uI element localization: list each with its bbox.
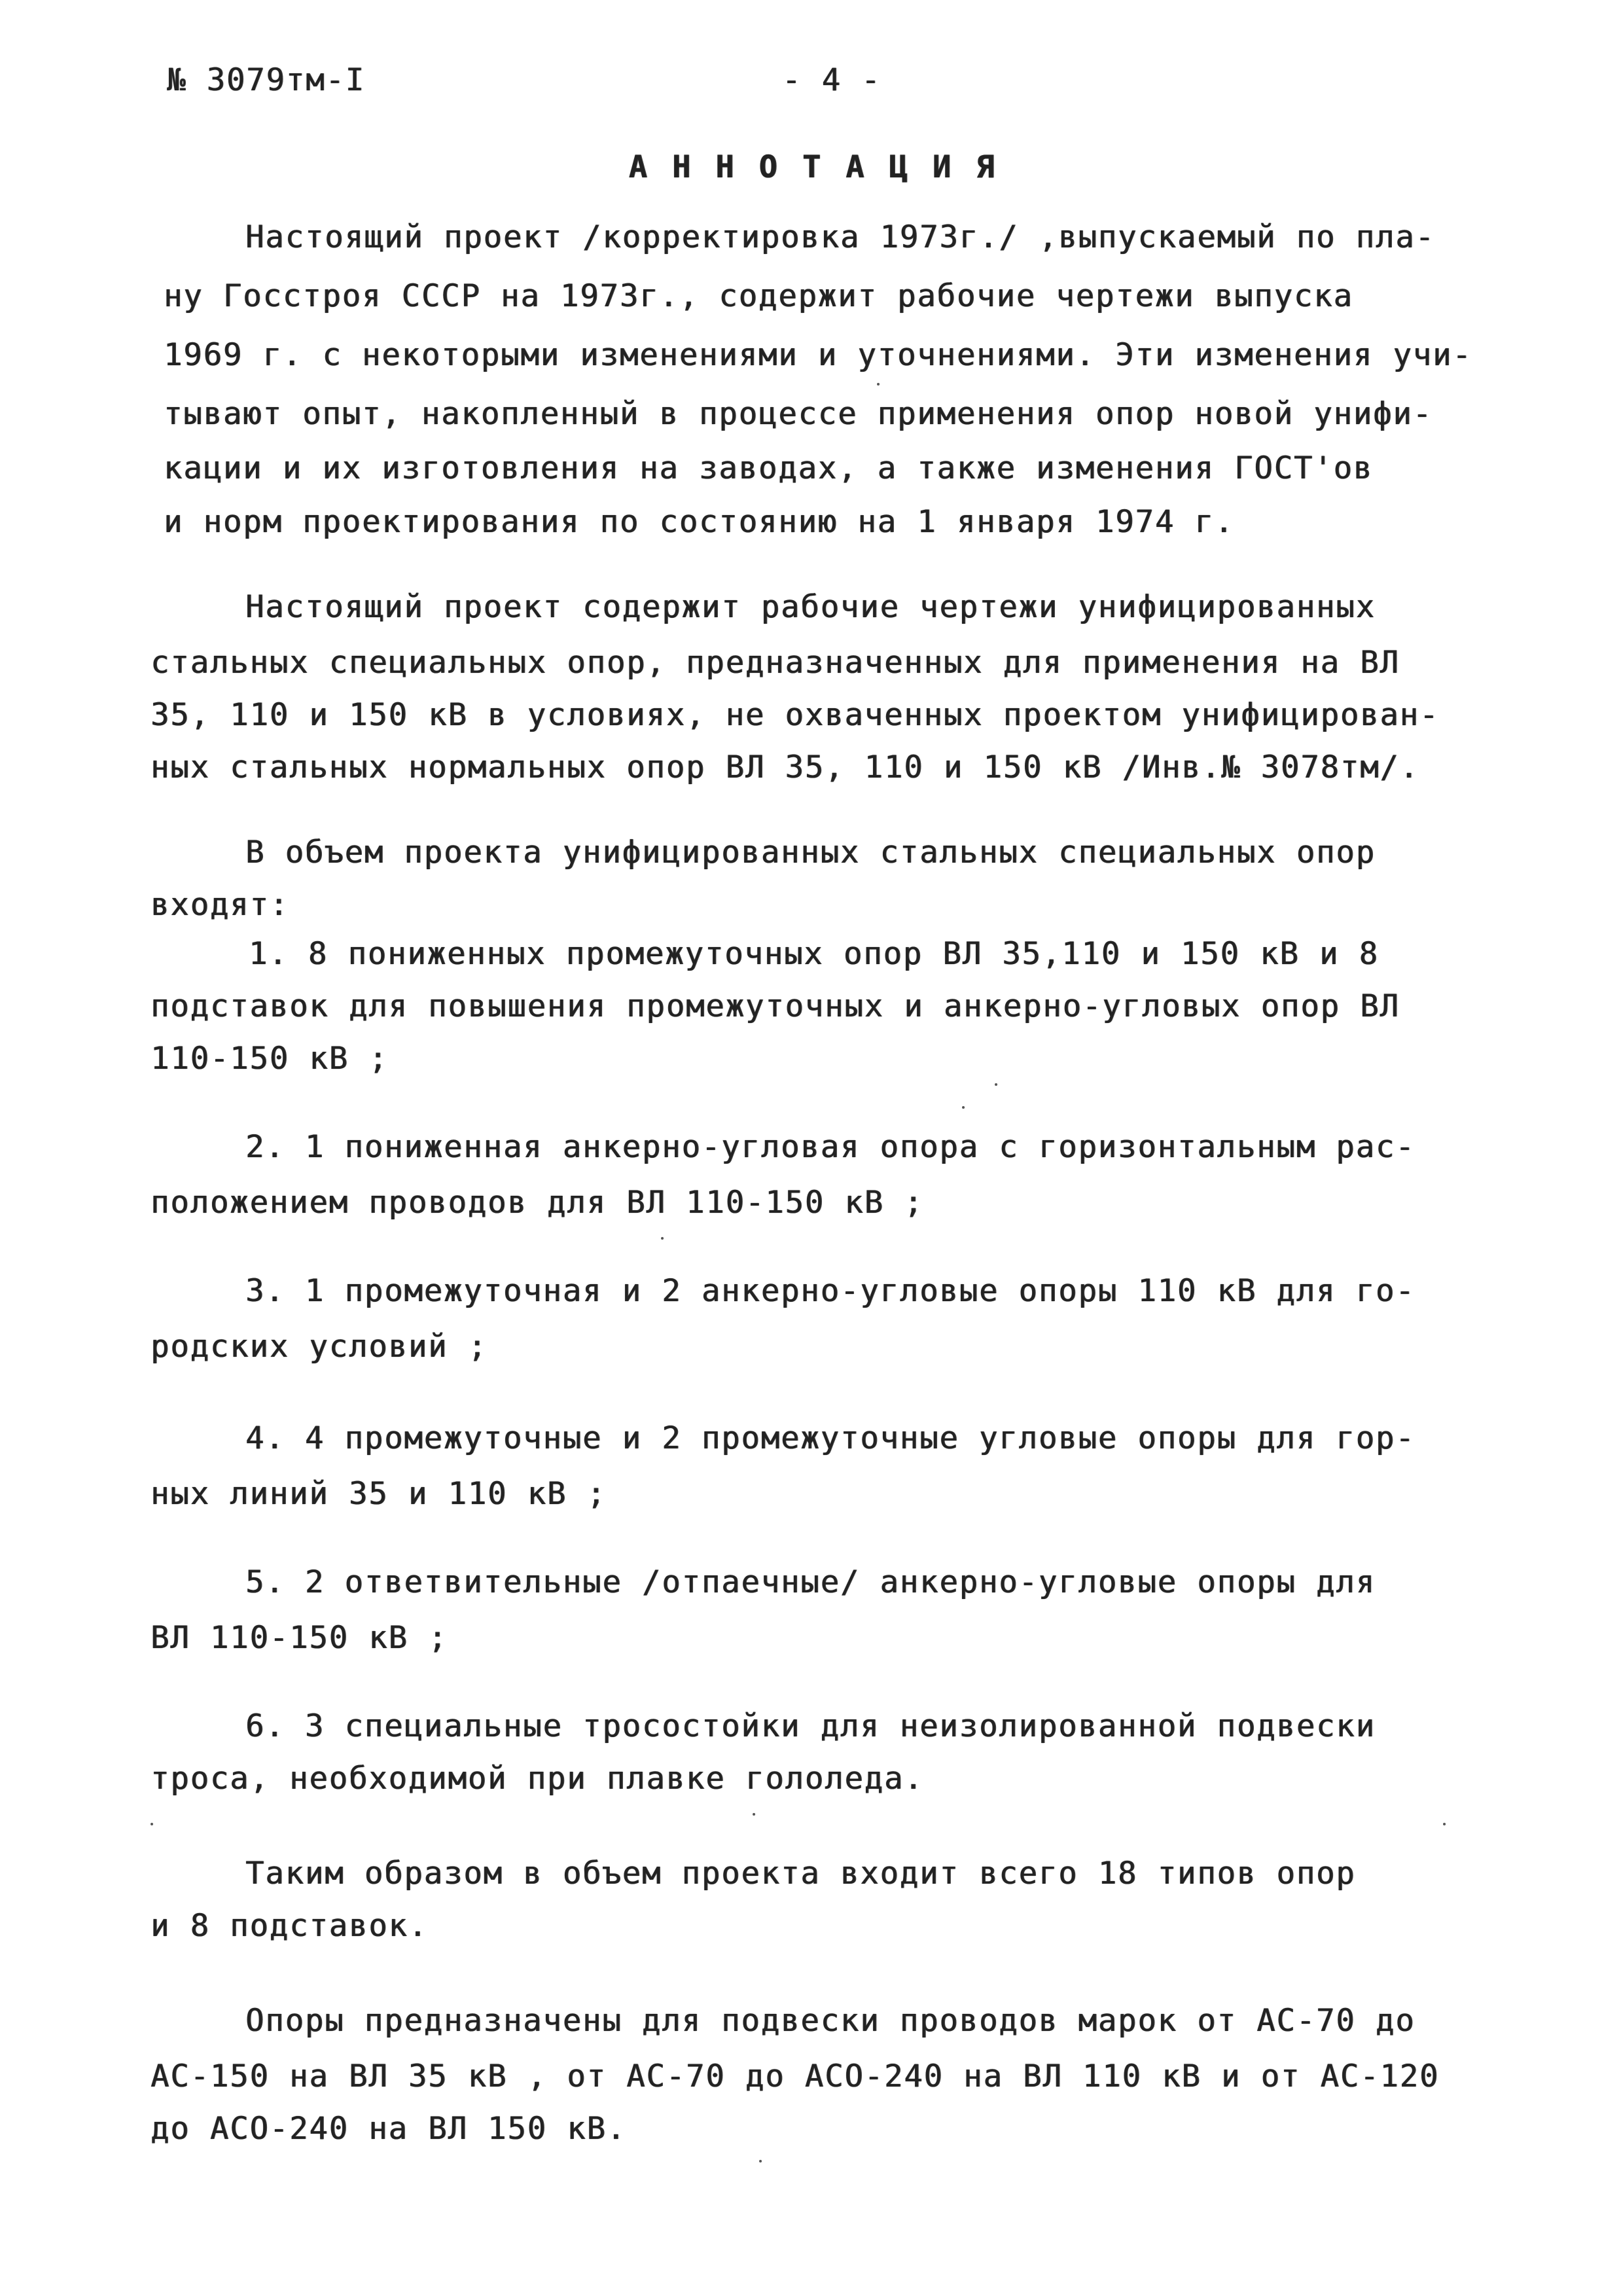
text-line: Настоящий проект /корректировка 1973г./ ,выпускаемый по пла- [245,219,1435,255]
list-item-line: 1. 8 пониженных промежуточных опор ВЛ 35,110 и 150 кВ и 8 [249,936,1379,972]
list-item-line: 3. 1 промежуточная и 2 анкерно-угловые опоры 110 кВ для го- [245,1273,1416,1309]
list-item-line: родских условий ; [151,1329,488,1365]
list-item-line: 110-150 кВ ; [151,1041,389,1077]
list-item-line: ных линий 35 и 110 кВ ; [151,1476,607,1512]
page-number: - 4 - [782,62,882,98]
text-line: и норм проектирования по состоянию на 1 января 1974 г. [164,504,1235,540]
text-line: тывают опыт, накопленный в процессе применения опор новой унифи- [164,396,1433,432]
text-line: и 8 подставок. [151,1908,429,1944]
list-item-line: 5. 2 ответвительные /отпаечные/ анкерно-угловые опоры для [245,1564,1376,1600]
text-line: АС-150 на ВЛ 35 кВ , от АС-70 до АСО-240 на ВЛ 110 кВ и от АС-120 [151,2058,1440,2094]
document-code: № 3079тм-I [167,62,365,98]
list-item-line: 4. 4 промежуточные и 2 промежуточные угловые опоры для гор- [245,1420,1416,1456]
text-line: ных стальных нормальных опор ВЛ 35, 110 и 150 кВ /Инв.№ 3078тм/. [151,749,1419,785]
list-item-line: ВЛ 110-150 кВ ; [151,1620,448,1656]
list-item-line: подставок для повышения промежуточных и анкерно-угловых опор ВЛ [151,988,1400,1024]
document-title: АННОТАЦИЯ [628,149,1020,185]
list-item-line: 2. 1 пониженная анкерно-угловая опора с горизонтальным рас- [245,1129,1416,1165]
text-line: Настоящий проект содержит рабочие чертежи унифицированных [245,589,1376,625]
text-line: входят: [151,887,290,923]
text-line: 35, 110 и 150 кВ в условиях, не охваченных проектом унифицирован- [151,697,1440,733]
text-line: стальных специальных опор, предназначенных для применения на ВЛ [151,645,1400,681]
text-line: Таким образом в объем проекта входит всего 18 типов опор [245,1856,1356,1892]
text-line: Опоры предназначены для подвески проводов марок от АС-70 до [245,2003,1416,2039]
text-line: кации и их изготовления на заводах, а также изменения ГОСТ'ов [164,450,1374,486]
text-line: до АСО-240 на ВЛ 150 кВ. [151,2111,627,2147]
list-item-line: 6. 3 специальные тросостойки для неизолированной подвески [245,1708,1376,1744]
list-item-line: троса, необходимой при плавке гололеда. [151,1761,924,1797]
text-line: В объем проекта унифицированных стальных специальных опор [245,834,1376,870]
text-line: ну Госстроя СССР на 1973г., содержит рабочие чертежи выпуска [164,278,1353,314]
text-line: 1969 г. с некоторыми изменениями и уточнениями. Эти изменения учи- [164,337,1472,373]
list-item-line: положением проводов для ВЛ 110-150 кВ ; [151,1185,924,1221]
